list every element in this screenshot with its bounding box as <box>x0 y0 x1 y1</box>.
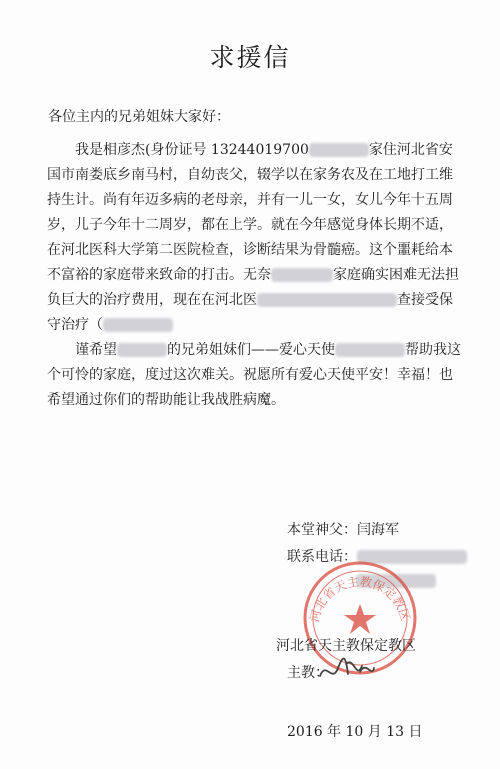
p1-part-b: 家住河北省安国市南娄底乡南马村，自幼丧父，辍学以在家务农及在工地打工维持生计。尚有年迈多病的老母亲，并有一儿一女，女儿今年十五周岁，儿子今年十二周岁，都在上学。就在今年感觉身体长期不适，在河北医科大学第二医院检查，诊断结果为骨髓癌。这个噩耗给本不富裕的家庭带来致命的打击。无奈 <box>47 142 453 283</box>
paragraph-2 <box>47 338 461 413</box>
greeting: 各位主内的兄弟姐妹大家好： <box>48 109 230 125</box>
letter-body <box>47 138 461 413</box>
redaction-4 <box>117 343 167 357</box>
redaction-5 <box>335 343 405 357</box>
diocese-line: 河北省天主教保定教区 <box>276 638 416 654</box>
redaction-1 <box>271 268 333 282</box>
priest-line: 本堂神父：闫海军 <box>287 522 399 538</box>
p2-part-c: 帮助我这个可怜的家庭，度过这次难关。祝愿所有爱心天使平安！幸福！也希望通过你们的帮助能让我战胜病魔。 <box>47 342 461 408</box>
p1-part-a: 我是相彦杰(身份证号 13244019700 <box>75 142 309 158</box>
letter-date: 2016 年 10 月 13 日 <box>287 724 423 740</box>
paragraph-1 <box>47 138 461 338</box>
p1-part-c: 家庭确实困难无法担负巨大的治疗费用，现在在河北医 <box>47 267 459 308</box>
p1-part-d: 查接受保守治疗（ <box>47 292 453 333</box>
bishop-signature-icon <box>316 650 376 690</box>
p2-part-a: 谨希望 <box>75 342 117 358</box>
svg-text:河北省天主教保定教区: 河北省天主教保定教区 <box>307 574 413 624</box>
redaction-3 <box>103 318 173 332</box>
letter-title: 求援信 <box>209 43 291 72</box>
redaction-id <box>309 143 369 157</box>
bishop-label: 主教： <box>287 665 329 681</box>
contact-label: 联系电话： <box>287 549 357 565</box>
p2-part-b: 的兄弟姐妹们——爱心天使 <box>167 342 335 358</box>
redaction-hospital <box>257 293 397 307</box>
